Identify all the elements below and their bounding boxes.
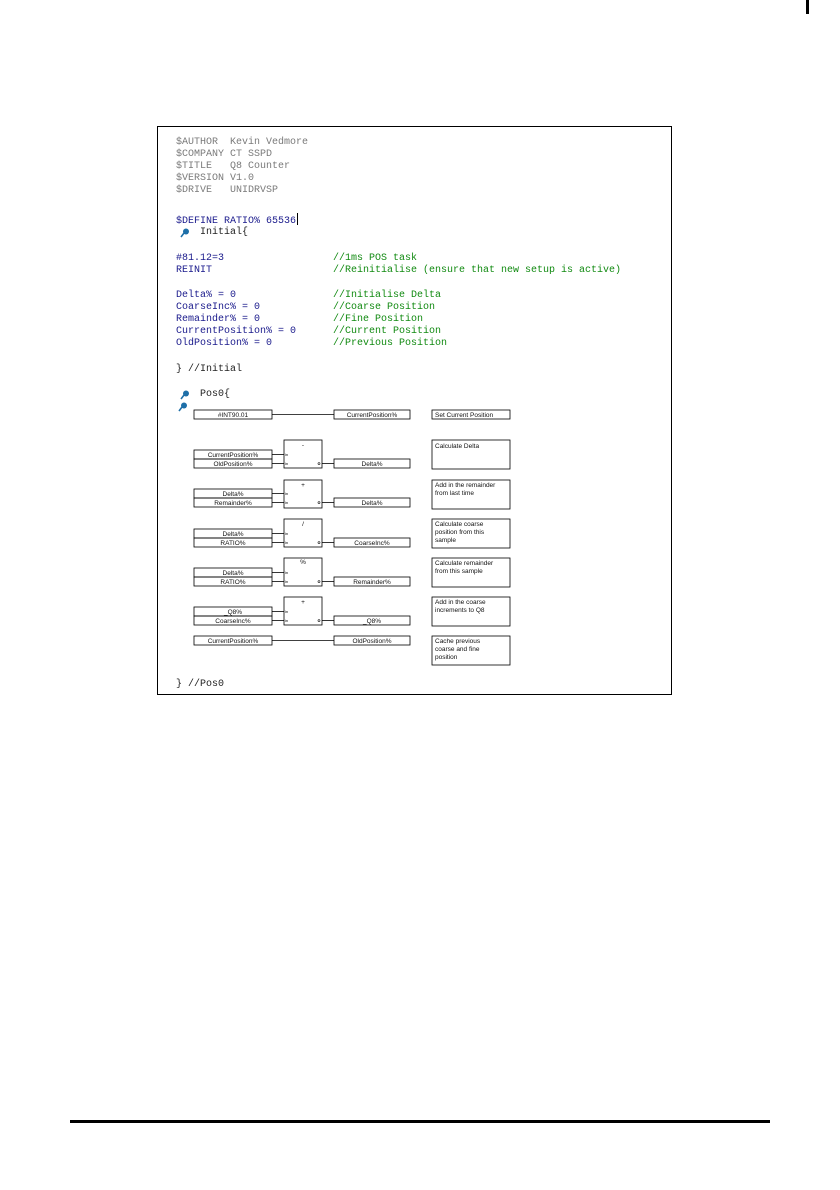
row3-note-line2: from last time — [435, 490, 475, 497]
svg-text:in: in — [285, 570, 289, 575]
row5-note-line1: Calculate remainder — [435, 560, 494, 567]
comment-line-6: //Current Position — [333, 326, 442, 337]
code-line-5: Remainder% = 0 — [176, 314, 261, 325]
row5-op: % — [300, 559, 306, 566]
row3-in1: Delta% — [222, 491, 244, 498]
row2-output: Delta% — [361, 461, 383, 468]
row3-output: Delta% — [361, 500, 383, 507]
row4-note-line1: Calculate coarse — [435, 521, 484, 528]
row1-note: Set Current Position — [435, 412, 494, 419]
function-block-diagram — [158, 127, 671, 694]
pos0-open: Pos0{ — [200, 389, 231, 400]
comment-line-1: //1ms POS task — [333, 253, 418, 264]
comment-line-2: //Reinitialise (ensure that new setup is active) — [333, 265, 622, 276]
svg-text:in: in — [285, 540, 289, 545]
row6-in1: _Q8% — [223, 609, 243, 616]
row6-op: + — [301, 599, 305, 606]
svg-text:in: in — [285, 491, 289, 496]
row3-note-line1: Add in the remainder — [435, 482, 496, 489]
drive-line: $DRIVE UNIDRVSP — [176, 185, 279, 196]
svg-text:in: in — [285, 579, 289, 584]
row7-note-line2: coarse and fine — [435, 646, 480, 653]
comment-line-5: //Fine Position — [333, 314, 424, 325]
row7-note-line1: Cache previous — [435, 638, 481, 645]
row2-op: - — [301, 442, 305, 449]
svg-text:in: in — [285, 452, 289, 457]
svg-text:in: in — [285, 618, 289, 623]
svg-text:in: in — [285, 500, 289, 505]
svg-text:in: in — [285, 531, 289, 536]
row4-note-line3: sample — [435, 537, 456, 544]
comment-line-3: //Initialise Delta — [333, 290, 442, 301]
row7-input: CurrentPosition% — [207, 638, 259, 645]
code-line-2: REINIT — [176, 265, 213, 276]
code-line-7: OldPosition% = 0 — [176, 338, 273, 349]
row3-op: + — [301, 482, 305, 489]
row2-note: Calculate Delta — [435, 443, 480, 450]
row4-in1: Delta% — [222, 531, 244, 538]
row1-output: CurrentPosition% — [346, 412, 398, 419]
define-text: $DEFINE RATIO% 65536 — [176, 216, 297, 227]
row7-note-line3: position — [435, 654, 458, 661]
row6-note-line1: Add in the coarse — [435, 599, 486, 606]
row6-note-line2: increments to Q8 — [435, 607, 485, 614]
code-line-4: CoarseInc% = 0 — [176, 302, 261, 313]
row5-in2: RATIO% — [220, 579, 246, 586]
code-line-3: Delta% = 0 — [176, 290, 237, 301]
row6-in2: CoarseInc% — [215, 618, 251, 625]
code-line-6: CurrentPosition% = 0 — [176, 326, 297, 337]
initial-open: Initial{ — [200, 227, 249, 238]
comment-line-4: //Coarse Position — [333, 302, 436, 313]
row1-input: #INT90.01 — [217, 412, 249, 419]
row4-note-line2: position from this — [435, 529, 485, 536]
comment-line-7: //Previous Position — [333, 338, 448, 349]
row4-in2: RATIO% — [220, 540, 246, 547]
row5-in1: Delta% — [222, 570, 244, 577]
row3-in2: Remainder% — [214, 500, 252, 507]
company-line: $COMPANY CT SSPD — [176, 149, 273, 160]
row2-in2: OldPosition% — [213, 461, 253, 468]
row4-op: / — [302, 521, 304, 528]
initial-close: } //Initial — [176, 364, 243, 375]
row5-output: Remainder% — [353, 579, 391, 586]
pos0-close: } //Pos0 — [176, 679, 225, 690]
footer-rule — [70, 1120, 770, 1123]
code-figure — [157, 126, 672, 695]
version-line: $VERSION V1.0 — [176, 173, 255, 184]
row6-output: _Q8% — [362, 618, 382, 625]
author-line: $AUTHOR Kevin Vedmore — [176, 137, 309, 148]
code-line-1: #81.12=3 — [176, 253, 225, 264]
row2-in1: CurrentPosition% — [207, 452, 259, 459]
row7-output: OldPosition% — [352, 638, 392, 645]
corner-mark — [806, 0, 809, 14]
row4-output: CoarseInc% — [354, 540, 390, 547]
svg-text:in: in — [285, 609, 289, 614]
row5-note-line2: from this sample — [435, 568, 483, 575]
svg-text:in: in — [285, 461, 289, 466]
title-line: $TITLE Q8 Counter — [176, 161, 291, 172]
